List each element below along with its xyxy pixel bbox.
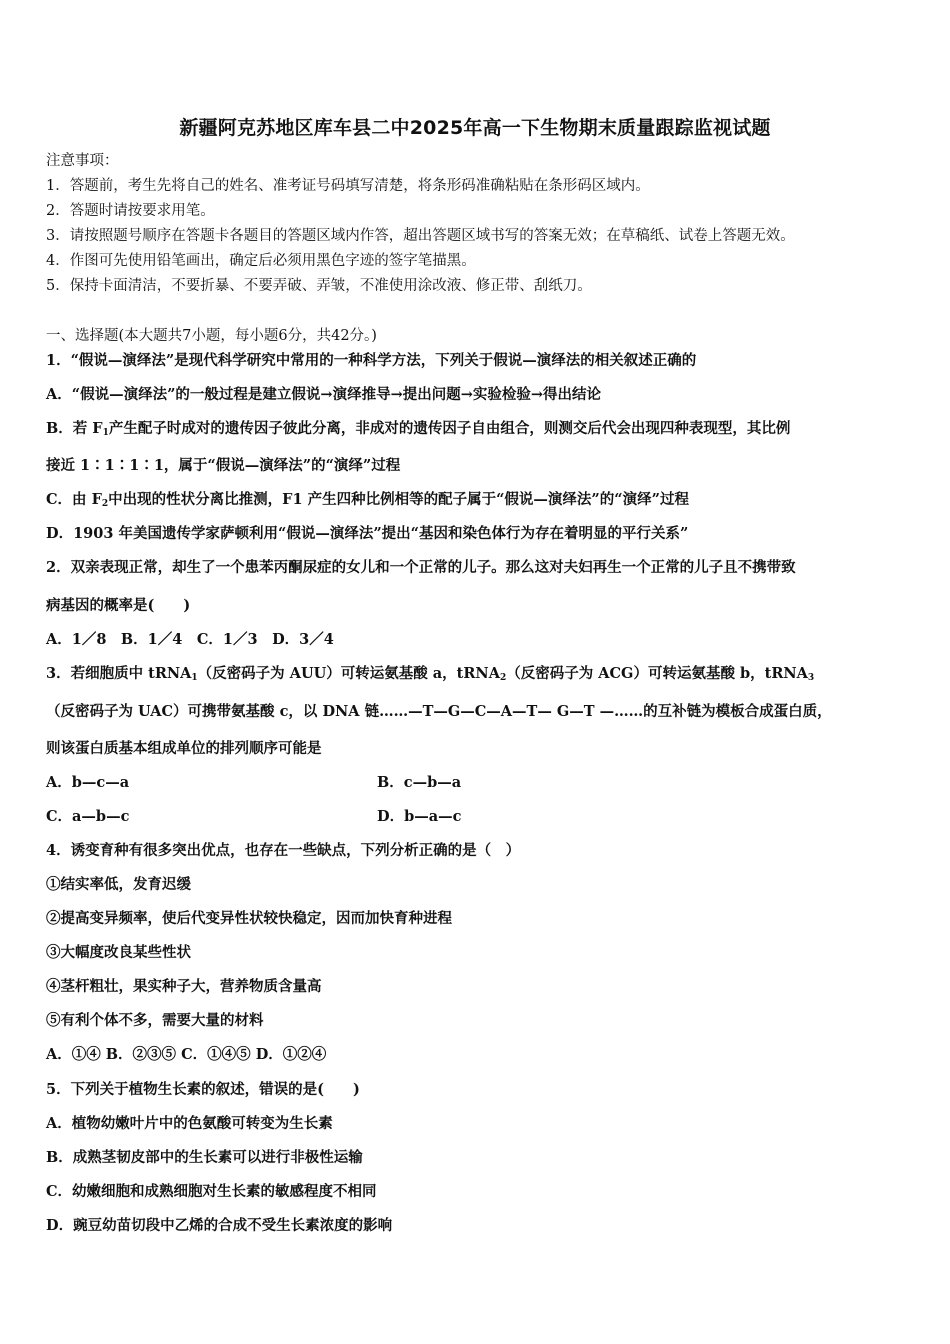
- q3-option-b: B．c—b—a: [377, 774, 462, 791]
- q4-item: ②提高变异频率，使后代变异性状较快稳定，因而加快育种进程: [46, 910, 452, 927]
- notes-heading: 注意事项：: [46, 153, 119, 169]
- text: （反密码子为 AUU）可转运氨基酸 a，tRNA: [197, 665, 500, 682]
- text: B．若 F: [46, 420, 103, 437]
- q3-option-d: D．b—a—c: [377, 808, 462, 825]
- subscript: 1: [191, 673, 198, 683]
- q4-options: A．①④ B．②③⑤ C．①④⑤ D．①②④: [46, 1046, 327, 1063]
- q3-option-c: C．a—b—c: [46, 808, 130, 825]
- note-item: 4．作图可先使用铅笔画出，确定后必须用黑色字迹的签字笔描黑。: [46, 253, 476, 269]
- q3-stem-cont: （反密码子为 UAC）可携带氨基酸 c，以 DNA 链……—T—G—C—A—T— G—T —……的互补链为模板合成蛋白质，: [46, 703, 832, 720]
- q2-stem-cont: 病基因的概率是( ): [46, 597, 191, 614]
- text: C．由 F: [46, 491, 102, 508]
- text: （反密码子为 ACG）可转运氨基酸 b，tRNA: [506, 665, 808, 682]
- q3-stem: [46, 664, 814, 688]
- subscript: 1: [102, 428, 109, 438]
- subscript: 2: [499, 673, 507, 683]
- section-heading: 一、选择题(本大题共7小题，每小题6分，共42分。): [46, 328, 377, 344]
- note-item: 1．答题前，考生先将自己的姓名、准考证号码填写清楚，将条形码准确粘贴在条形码区域内。: [46, 178, 650, 194]
- q1-option-d: D．1903 年美国遗传学家萨顿利用“假说—演绎法”提出“基因和染色体行为存在着明显的平行关系”: [46, 525, 689, 542]
- q5-stem: 5．下列关于植物生长素的叙述，错误的是( ): [46, 1081, 360, 1098]
- q4-item: ⑤有利个体不多，需要大量的材料: [46, 1012, 264, 1029]
- note-item: 2．答题时请按要求用笔。: [46, 203, 215, 219]
- q5-option-a: A．植物幼嫩叶片中的色氨酸可转变为生长素: [46, 1115, 333, 1132]
- q5-option-d: D．豌豆幼苗切段中乙烯的合成不受生长素浓度的影响: [46, 1217, 393, 1234]
- note-item: 5．保持卡面清洁，不要折暴、不要弄破、弄皱，不准使用涂改液、修正带、刮纸刀。: [46, 278, 592, 294]
- text: 产生配子时成对的遗传因子彼此分离，非成对的遗传因子自由组合，则测交后代会出现四种表现型，其比例: [108, 420, 791, 437]
- subscript: 3: [807, 673, 815, 683]
- note-item: 3．请按照题号顺序在答题卡各题目的答题区域内作答，超出答题区域书写的答案无效；在草稿纸、试卷上答题无效。: [46, 228, 795, 244]
- q1-option-c: [46, 490, 689, 514]
- q1-option-a: A．“假说—演绎法”的一般过程是建立假说→演绎推导→提出问题→实验检验→得出结论: [46, 386, 602, 403]
- q5-option-c: C．幼嫩细胞和成熟细胞对生长素的敏感程度不相同: [46, 1183, 377, 1200]
- q4-item: ④茎杆粗壮，果实种子大，营养物质含量高: [46, 978, 322, 995]
- text: 中出现的性状分离比推测，F1 产生四种比例相等的配子属于“假说—演绎法”的“演绎”过程: [108, 491, 689, 508]
- q1-stem: 1．“假说—演绎法”是现代科学研究中常用的一种科学方法，下列关于假说—演绎法的相关叙述正确的: [46, 352, 697, 369]
- text: 3．若细胞质中 tRNA: [46, 665, 192, 682]
- q4-stem: 4．诱变育种有很多突出优点，也存在一些缺点，下列分析正确的是（ ）: [46, 842, 521, 859]
- q3-option-a: A．b—c—a: [46, 774, 130, 791]
- subscript: 2: [101, 499, 109, 509]
- q5-option-b: B．成熟茎韧皮部中的生长素可以进行非极性运输: [46, 1149, 363, 1166]
- q2-stem: 2．双亲表现正常，却生了一个患苯丙酮尿症的女儿和一个正常的儿子。那么这对夫妇再生一个正常的儿子且不携带致: [46, 559, 796, 576]
- q1-option-b: [46, 419, 790, 443]
- q1-option-b-cont: 接近 1∶1∶1∶1，属于“假说—演绎法”的“演绎”过程: [46, 457, 401, 474]
- page-title: 新疆阿克苏地区库车县二中2025年高一下生物期末质量跟踪监视试题: [179, 117, 771, 139]
- q2-options: A．1／8 B．1／4 C．1／3 D．3／4: [46, 631, 334, 648]
- q4-item: ③大幅度改良某些性状: [46, 944, 191, 961]
- q4-item: ①结实率低，发育迟缓: [46, 876, 191, 893]
- q3-stem-cont: 则该蛋白质基本组成单位的排列顺序可能是: [46, 740, 322, 757]
